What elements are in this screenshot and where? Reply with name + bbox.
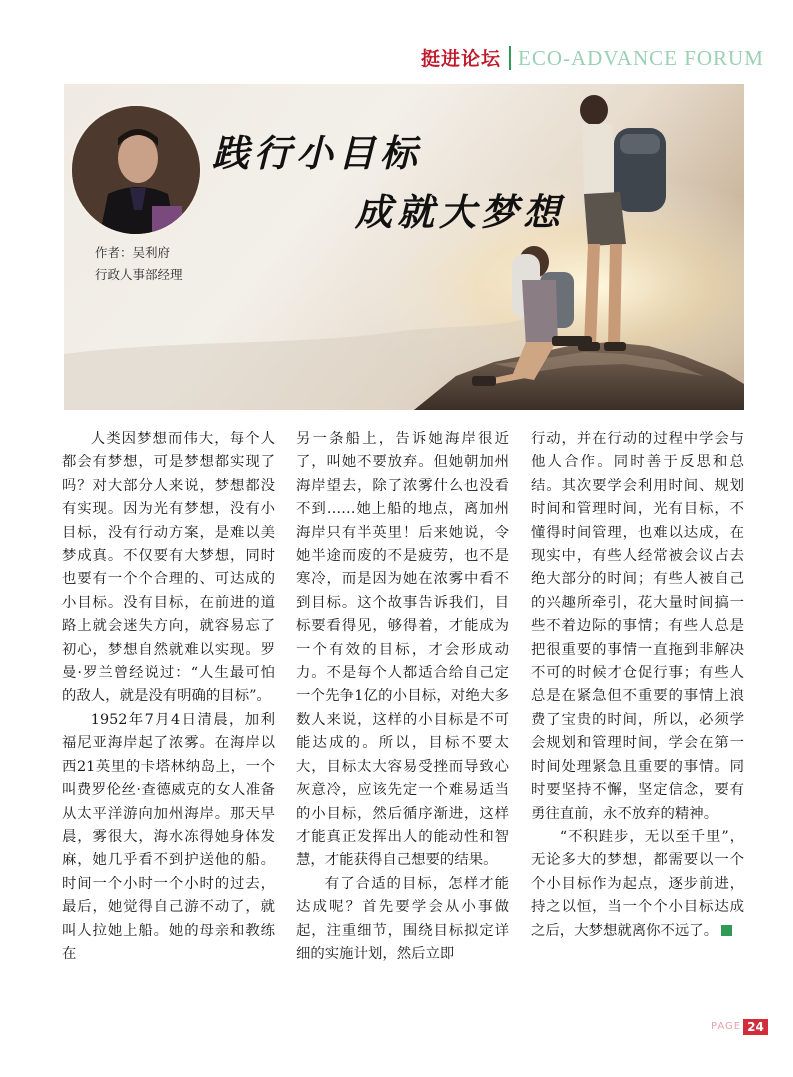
- paragraph: 1952年7月4日清晨，加利福尼亚海岸起了浓雾。在海岸以西21英里的卡塔林纳岛上，一个叫费罗伦丝·查德威克的女人准备从太平洋游向加州海岸。那天早晨，雾很大，海水冻得她身体发麻，她几乎看不到护送他的船。时间一个小时一个小时的过去，最后，她觉得自己游不动了，就叫人拉她上船。她的母亲和教练在: [62, 711, 275, 962]
- page-number-badge: 24: [743, 1019, 768, 1035]
- closing-paragraph: “不积跬步，无以至千里”，无论多大的梦想，都需要以一个个小目标作为起点，逐步前进，持之以恒，当一个个小目标达成之后，大梦想就离你不远了。: [531, 828, 744, 939]
- page-number: [711, 1016, 768, 1035]
- author-title: 行政人事部经理: [95, 267, 183, 282]
- paragraph: 有了合适的目标，怎样才能达成呢？首先要学会从小事做起，注重细节，围绕目标拟定详细的实施计划，然后立即: [296, 875, 509, 962]
- author-name: 作者：吴利府: [95, 245, 171, 260]
- paragraph: 另一条船上，告诉她海岸很近了，叫她不要放弃。但她朝加州海岸望去，除了浓雾什么也没看不到……她上船的地点，离加州海岸只有半英里！后来她说，令她半途而废的不是疲劳，也不是寒冷，而是因为她在浓雾中看不到目标。这个故事告诉我们，目标要看得见，够得着，才能成为一个有效的目标，才会形成动力。不是每个人都适合给自己定一个先争1亿的小目标，对绝大多数人来说，这样的小目标是不可能达成的。所以，目标不要太大，目标太大容易受挫而导致心灰意冷，应该先定一个难易适当的小目标，然后循序渐进，这样才能真正发挥出人的能动性和智慧，才能获得自己想要的结果。: [296, 431, 509, 869]
- magazine-header: [0, 44, 793, 74]
- author-avatar: [72, 106, 200, 234]
- end-mark-icon: [721, 925, 732, 936]
- paragraph: 人类因梦想而伟大，每个人都会有梦想，可是梦想都实现了吗？对大部分人来说，梦想都没有实现。因为光有梦想，没有小目标，没有行动方案，是难以美梦成真。不仅要有大梦想，同时也要有一个个合理的、可达成的小目标。没有目标，在前进的道路上就会迷失方向，就容易忘了初心，梦想自然就难以实现。罗曼·罗兰曾经说过：“人生最可怕的敌人，就是没有明确的目标”。: [62, 431, 275, 705]
- article-column-3: [531, 428, 744, 943]
- author-info: [95, 242, 183, 286]
- section-title-cn: 挺进论坛: [421, 48, 502, 70]
- header-divider: [509, 46, 511, 70]
- section-title-en: ECO-ADVANCE FORUM: [518, 46, 764, 70]
- article-column-2: [296, 428, 509, 966]
- paragraph: [531, 826, 744, 943]
- paragraph: 行动，并在行动的过程中学会与他人合作。同时善于反思和总结。其次要学会利用时间、规划时间和管理时间，光有目标，不懂得时间管理，也难以达成，在现实中，有些人经常被会议占去绝大部分的时间；有些人被自己的兴趣所牵引，花大量时间搞一些不着边际的事情；有些人总是把很重要的事情一直拖到非解决不可的时候才仓促行事；有些人总是在紧急但不重要的事情上浪费了宝贵的时间，所以，必须学会规划和管理时间，学会在第一时间处理紧急且重要的事情。同时要坚持不懈，坚定信念，要有勇往直前，永不放弃的精神。: [531, 431, 744, 822]
- author-portrait: [72, 106, 200, 234]
- article-column-1: [62, 428, 275, 966]
- page-label: PAGE: [711, 1021, 742, 1032]
- article-title-line1: 践行小目标: [212, 131, 422, 175]
- article-title-line2: 成就大梦想: [355, 190, 565, 234]
